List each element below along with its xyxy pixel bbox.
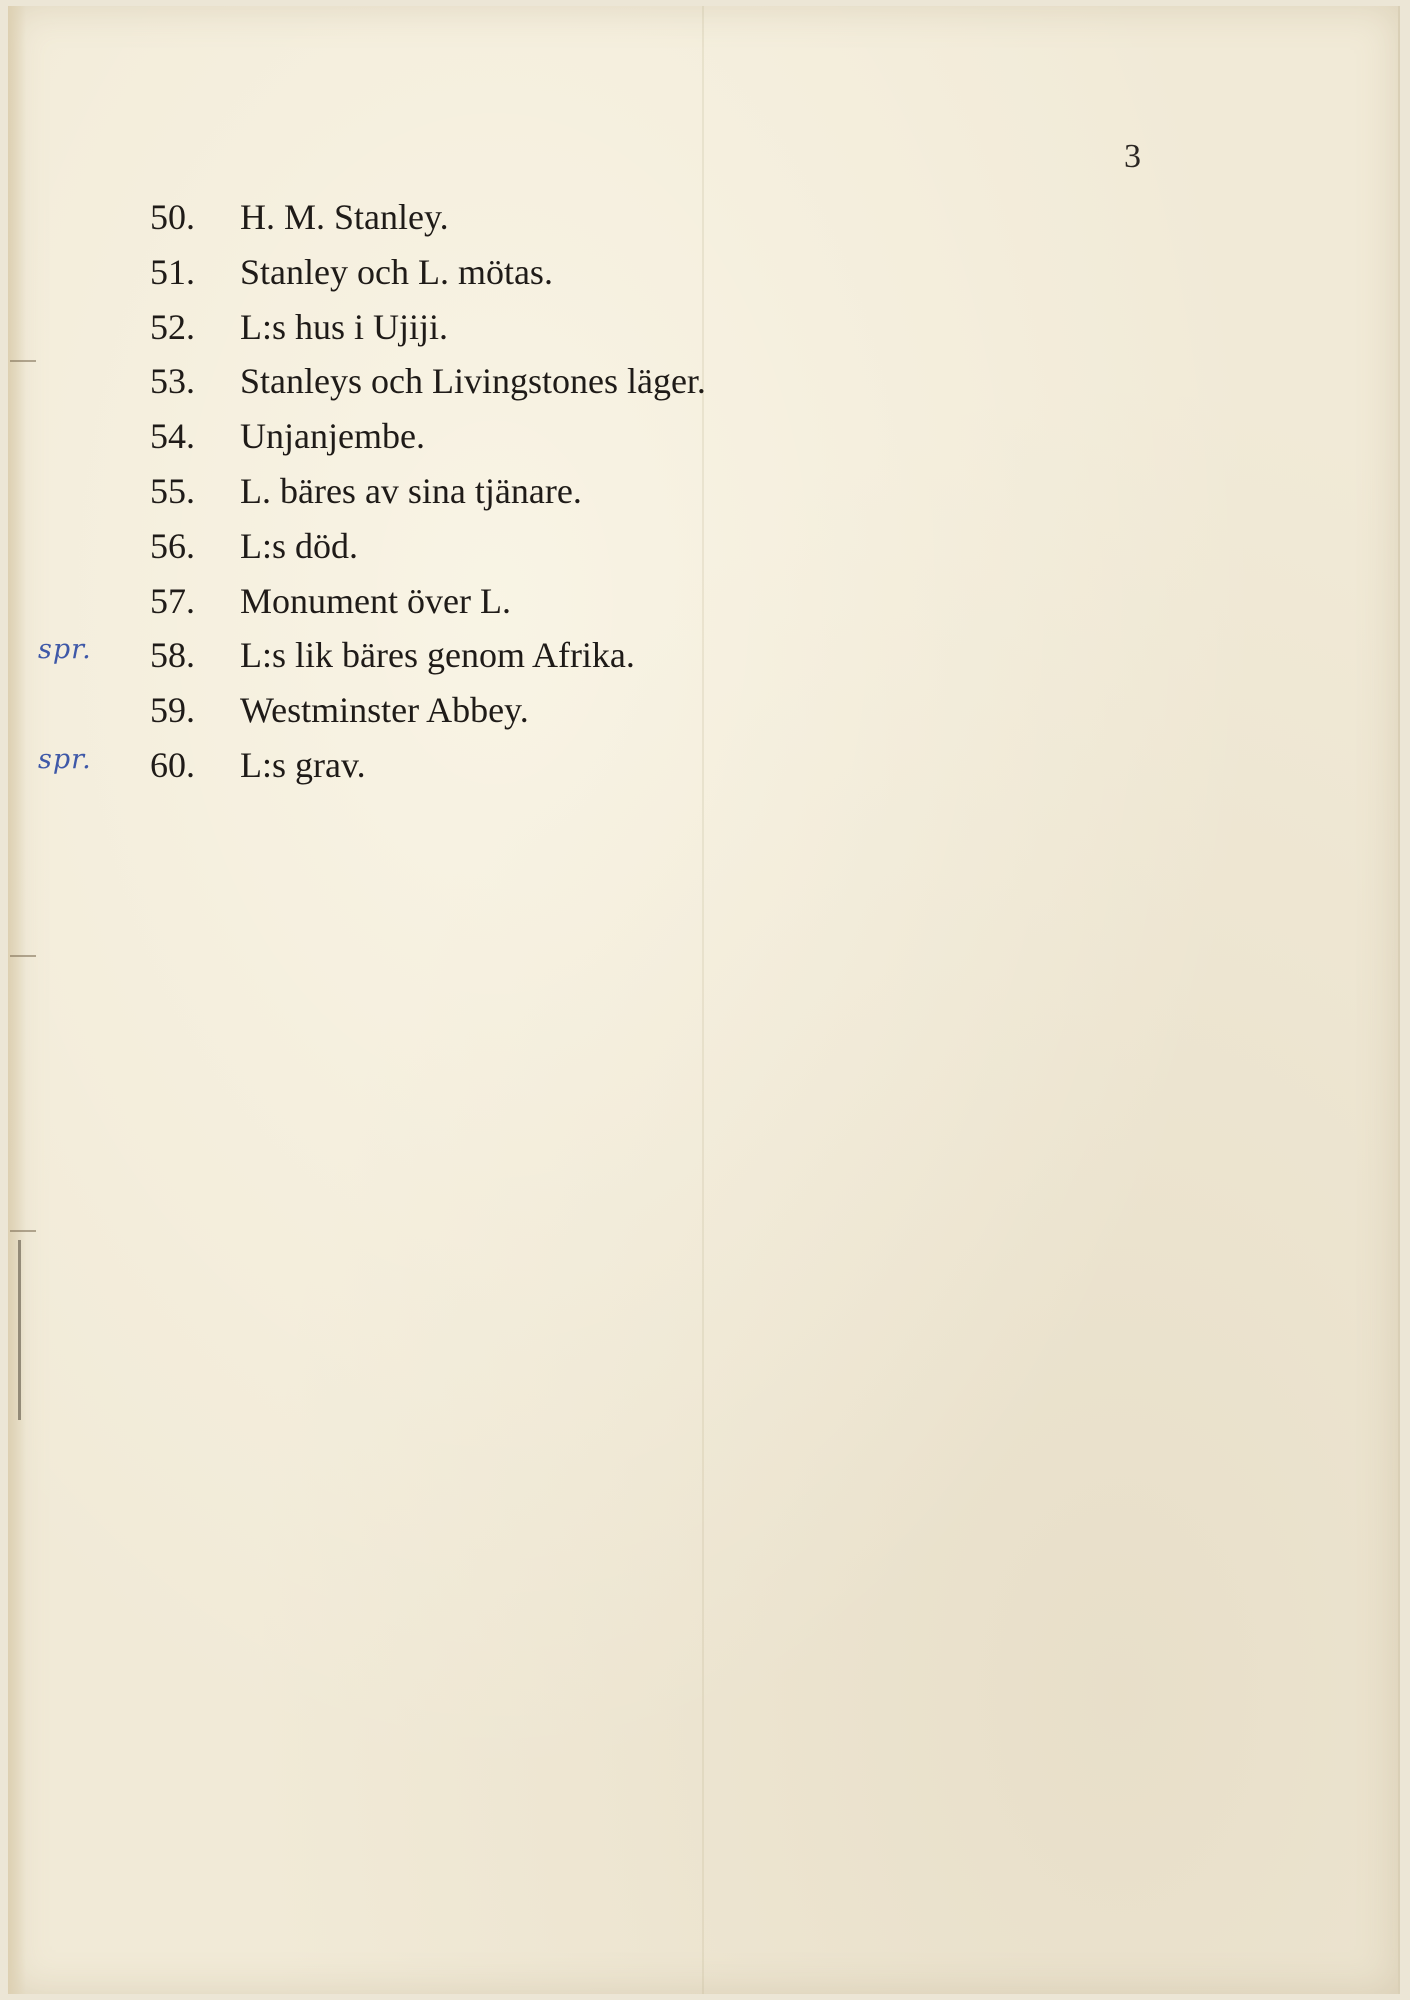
- picture-list: [38, 196, 706, 799]
- list-item-text: H. M. Stanley.: [240, 197, 449, 237]
- list-item-text: Westminster Abbey.: [240, 690, 529, 731]
- list-item: [150, 360, 706, 415]
- list-item-number: 56.: [150, 525, 195, 566]
- list-item: [38, 743, 706, 799]
- list-item: [150, 306, 706, 361]
- list-item: [150, 689, 706, 744]
- list-item-number: 54.: [150, 416, 195, 457]
- list-item-number: 59.: [150, 690, 195, 731]
- binding-mark: [10, 360, 36, 362]
- list-item-text: Stanley och L. mötas.: [240, 251, 553, 292]
- list-item-text: L. bäres av sina tjänare.: [240, 470, 582, 511]
- list-item-number: 60.: [150, 744, 195, 785]
- handwritten-annotation: spr.: [38, 634, 92, 666]
- list-item: [150, 196, 706, 251]
- list-item: [38, 634, 706, 689]
- list-item: [150, 525, 706, 580]
- list-item-number: 53.: [150, 361, 195, 402]
- list-item-number: 50.: [150, 197, 195, 237]
- list-item-text: L:s död.: [240, 525, 359, 566]
- list-item-text: Unjanjembe.: [240, 416, 425, 457]
- list-item-text: Stanleys och Livingstones läger.: [240, 361, 706, 402]
- list-item-text: Monument över L.: [240, 580, 511, 621]
- binding-mark: [10, 1230, 36, 1232]
- list-item-number: 51.: [150, 251, 195, 292]
- list-item-number: 55.: [150, 470, 195, 511]
- list-item: [150, 470, 706, 525]
- list-item-text: L:s grav.: [240, 744, 366, 785]
- list-item-text: L:s lik bäres genom Afrika.: [240, 635, 635, 676]
- list-item-number: 52.: [150, 306, 195, 347]
- binding-mark: [10, 955, 36, 957]
- list-item: [150, 580, 706, 635]
- page-number: 3: [1124, 138, 1141, 175]
- list-item-number: 57.: [150, 580, 195, 621]
- binding-stitch: [18, 1240, 21, 1420]
- list-item-text: L:s hus i Ujiji.: [240, 306, 449, 347]
- list-item: [150, 251, 706, 306]
- handwritten-annotation: spr.: [38, 743, 92, 775]
- list-item: [150, 415, 706, 470]
- list-item-number: 58.: [150, 635, 195, 676]
- page-spine: [8, 6, 26, 1994]
